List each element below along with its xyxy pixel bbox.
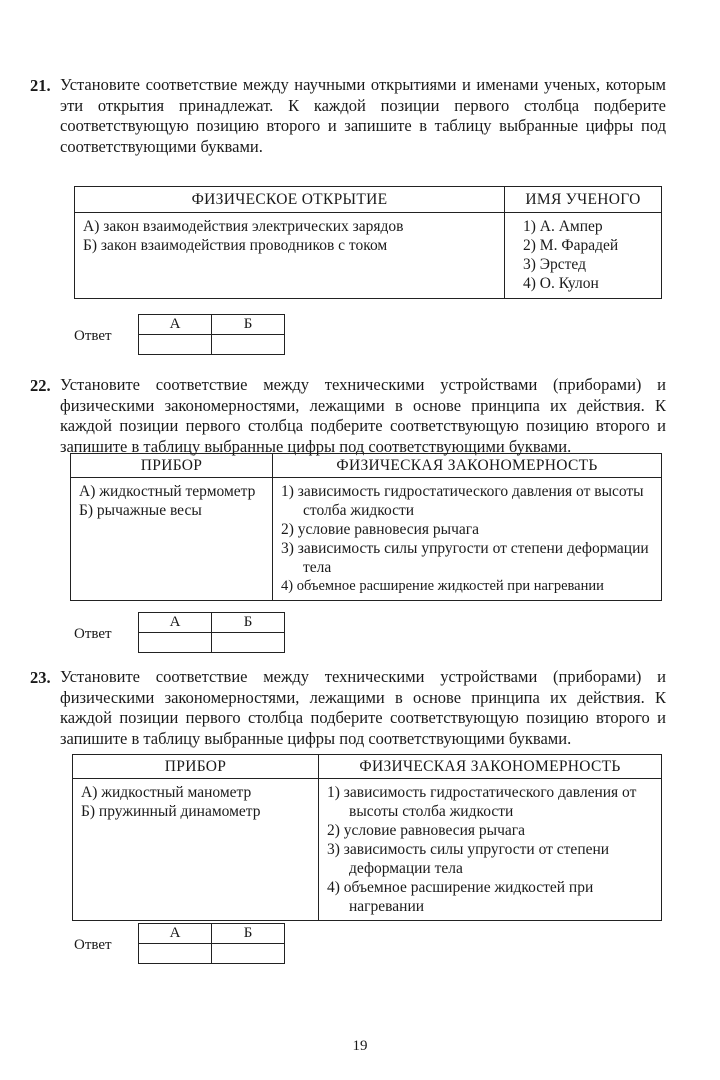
right-column-cell — [319, 779, 662, 921]
answer-header-a: А — [139, 315, 212, 335]
right-item: 1) зависимость гидростатического давления от высоты столба жидкости — [281, 483, 644, 519]
task-number: 21. — [30, 76, 51, 95]
left-column-cell — [71, 478, 273, 601]
answer-cell-a[interactable] — [139, 633, 212, 653]
answer-cell-b[interactable] — [212, 944, 285, 964]
left-item: Б) пружинный динамометр — [81, 803, 261, 820]
left-item: Б) рычажные весы — [79, 502, 202, 519]
answer-cell-b[interactable] — [212, 335, 285, 355]
task-text: Установите соответствие между научными открытиями и именами ученых, которым эти открытия принадлежат. К каждой позиции первого столбца подберите соответствующую позицию второго и запишите в таблицу выбранные цифры под соответствующими буквами. — [60, 75, 666, 156]
right-item: 3) Эрстед — [523, 256, 586, 273]
left-column-cell — [75, 213, 505, 299]
right-item: 2) условие равновесия рычага — [327, 822, 526, 839]
answer-cell-b[interactable] — [212, 633, 285, 653]
matching-table — [74, 186, 662, 299]
answer-header-b: Б — [212, 315, 285, 335]
task-22 — [30, 375, 666, 457]
right-item: 1) А. Ампер — [523, 218, 603, 235]
right-item: 2) условие равновесия рычага — [281, 521, 480, 538]
right-item: 2) М. Фарадей — [523, 237, 619, 254]
answer-label: Ответ — [74, 937, 112, 953]
answer-block — [74, 923, 294, 965]
answer-cell-a[interactable] — [139, 944, 212, 964]
task-text: Установите соответствие между техническими устройствами (приборами) и физическими закономерностями, лежащими в основе принципа их действия. К каждой позиции первого столбца подберите соответствующую позицию второго и запишите в таблицу выбранные цифры под соответствующими буквами. — [60, 667, 666, 748]
right-column-cell — [273, 478, 662, 601]
answer-table — [138, 314, 285, 355]
left-column-cell — [73, 779, 319, 921]
column-header-right: ФИЗИЧЕСКАЯ ЗАКОНОМЕРНОСТЬ — [319, 755, 662, 779]
answer-header-a: А — [139, 613, 212, 633]
left-item: А) жидкостный манометр — [81, 784, 252, 801]
answer-header-b: Б — [212, 924, 285, 944]
right-item: 3) зависимость силы упругости от степени деформации тела — [327, 841, 610, 877]
answer-header-a: А — [139, 924, 212, 944]
task-21 — [30, 75, 666, 157]
answer-cell-a[interactable] — [139, 335, 212, 355]
right-column-cell — [505, 213, 662, 299]
left-item: Б) закон взаимодействия проводников с током — [83, 237, 388, 254]
column-header-left: ПРИБОР — [71, 454, 273, 478]
matching-table — [72, 754, 662, 921]
task-number: 22. — [30, 376, 51, 395]
left-item: А) закон взаимодействия электрических зарядов — [83, 218, 404, 235]
task-23 — [30, 667, 666, 749]
column-header-right: ИМЯ УЧЕНОГО — [505, 187, 662, 213]
right-item: 4) О. Кулон — [523, 275, 599, 292]
right-item: 1) зависимость гидростатического давления от высоты столба жидкости — [327, 784, 637, 820]
answer-header-b: Б — [212, 613, 285, 633]
right-item: 4) объемное расширение жидкостей при нагревании — [327, 879, 594, 915]
task-text: Установите соответствие между техническими устройствами (приборами) и физическими закономерностями, лежащими в основе принципа их действия. К каждой позиции первого столбца подберите соответствующую позицию второго и запишите в таблицу выбранные цифры под соответствующими буквами. — [60, 375, 666, 456]
answer-table — [138, 612, 285, 653]
page-number: 19 — [352, 1038, 368, 1054]
answer-block — [74, 314, 294, 356]
column-header-right: ФИЗИЧЕСКАЯ ЗАКОНОМЕРНОСТЬ — [273, 454, 662, 478]
answer-label: Ответ — [74, 328, 112, 344]
column-header-left: ПРИБОР — [73, 755, 319, 779]
answer-table — [138, 923, 285, 964]
column-header-left: ФИЗИЧЕСКОЕ ОТКРЫТИЕ — [75, 187, 505, 213]
answer-block — [74, 612, 294, 654]
task-number: 23. — [30, 668, 51, 687]
answer-label: Ответ — [74, 626, 112, 642]
left-item: А) жидкостный термометр — [79, 483, 256, 500]
right-item: 3) зависимость силы упругости от степени деформации тела — [281, 540, 649, 576]
matching-table — [70, 453, 662, 601]
right-item: 4) объемное расширение жидкостей при нагревании — [281, 578, 604, 594]
